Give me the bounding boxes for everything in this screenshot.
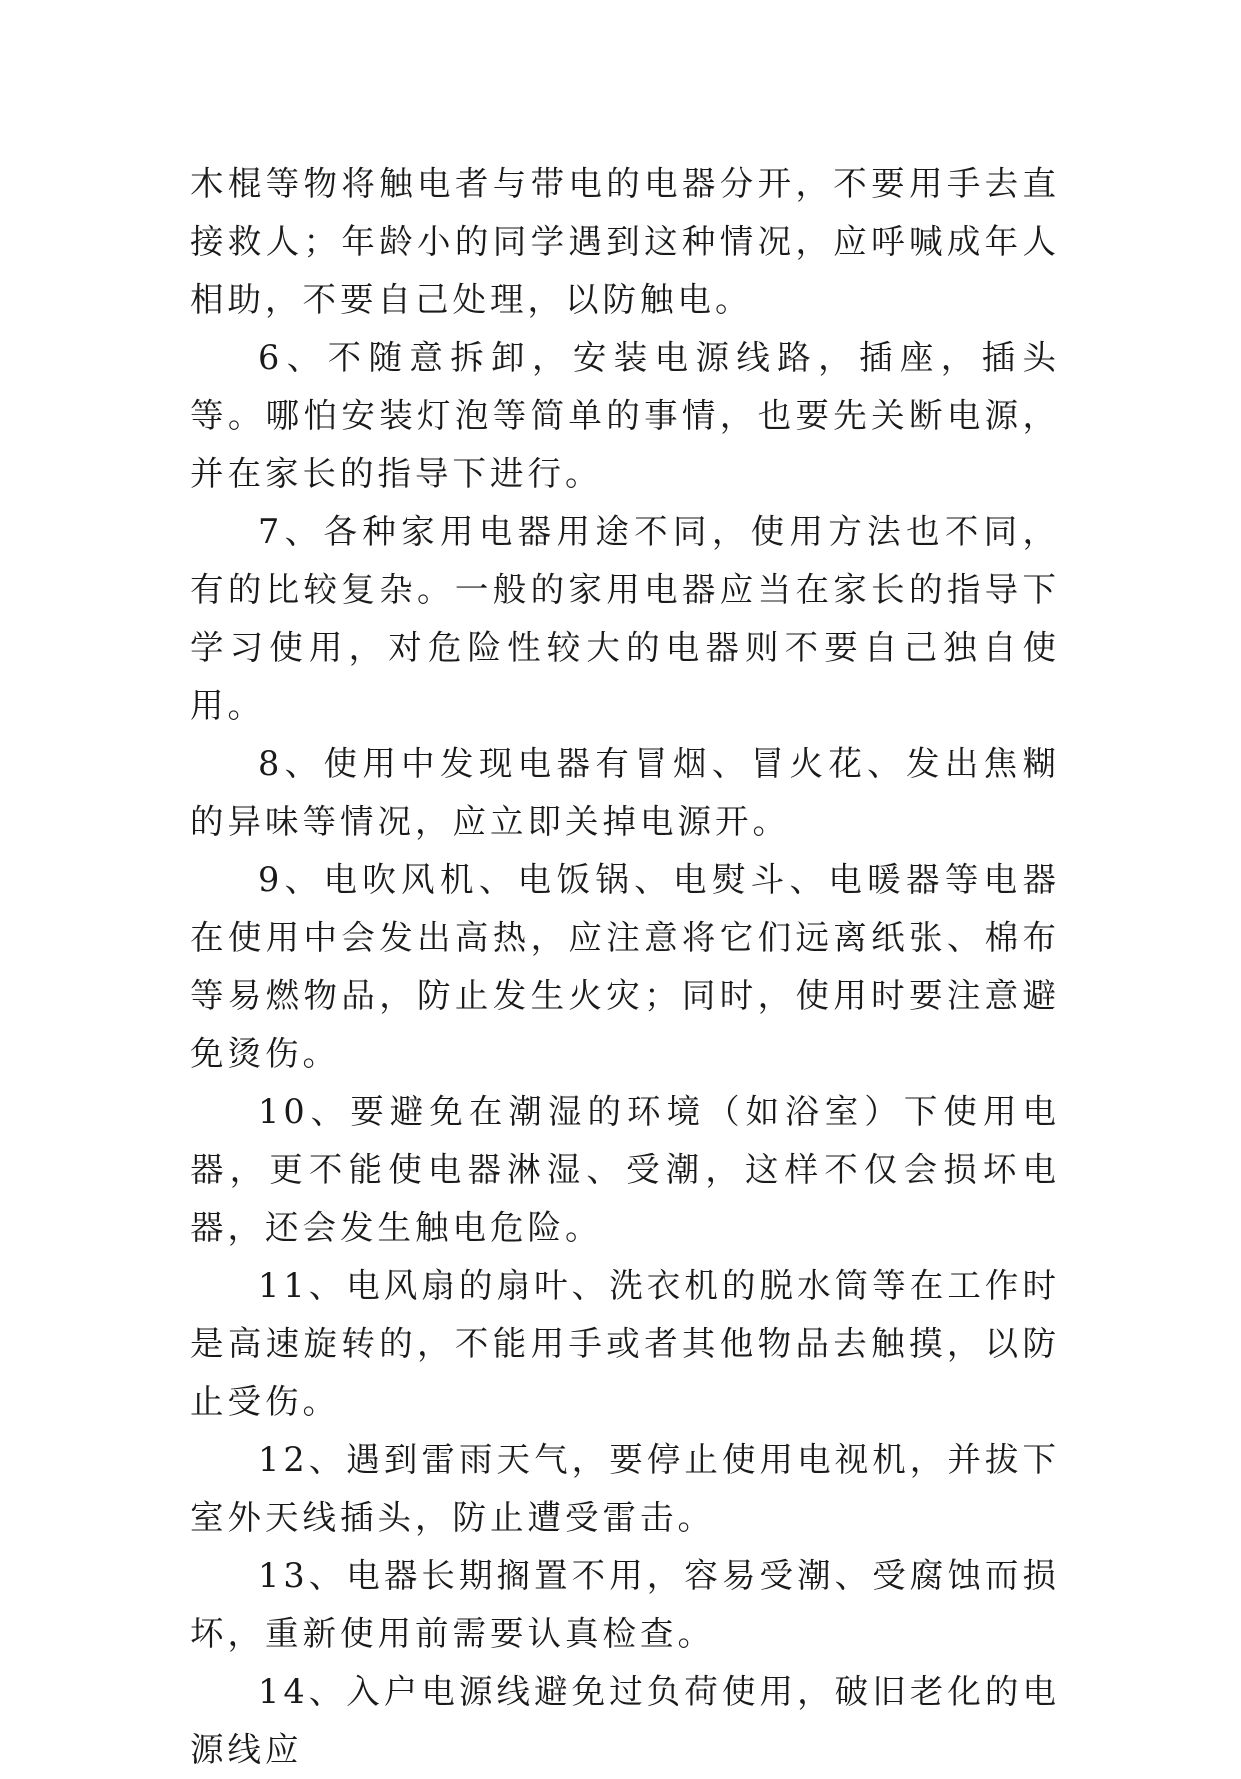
paragraph-item-7: 7、各种家用电器用途不同，使用方法也不同，有的比较复杂。一般的家用电器应当在家长的指导下学习使用，对危险性较大的电器则不要自己独自使用。 bbox=[190, 512, 1060, 725]
paragraph-item-6: 6、不随意拆卸，安装电源线路，插座，插头等。哪怕安装灯泡等简单的事情，也要先关断电源，并在家长的指导下进行。 bbox=[190, 338, 1060, 493]
paragraph-item-13: 13、电器长期搁置不用，容易受潮、受腐蚀而损坏，重新使用前需要认真检查。 bbox=[190, 1556, 1060, 1653]
document-body bbox=[190, 155, 1060, 1779]
paragraph-item-14: 14、入户电源线避免过负荷使用，破旧老化的电源线应 bbox=[190, 1672, 1060, 1769]
paragraph-item-9: 9、电吹风机、电饭锅、电熨斗、电暖器等电器在使用中会发出高热，应注意将它们远离纸张、棉布等易燃物品，防止发生火灾；同时，使用时要注意避免烫伤。 bbox=[190, 860, 1060, 1073]
paragraph-item-12: 12、遇到雷雨天气，要停止使用电视机，并拔下室外天线插头，防止遭受雷击。 bbox=[190, 1440, 1060, 1537]
paragraph-item-11: 11、电风扇的扇叶、洗衣机的脱水筒等在工作时是高速旋转的，不能用手或者其他物品去触摸，以防止受伤。 bbox=[190, 1266, 1060, 1421]
paragraph-item-8: 8、使用中发现电器有冒烟、冒火花、发出焦糊的异味等情况，应立即关掉电源开。 bbox=[190, 744, 1060, 841]
paragraph-item-10: 10、要避免在潮湿的环境（如浴室）下使用电器，更不能使电器淋湿、受潮，这样不仅会损坏电器，还会发生触电危险。 bbox=[190, 1092, 1060, 1247]
paragraph-continuation: 木棍等物将触电者与带电的电器分开，不要用手去直接救人；年龄小的同学遇到这种情况，应呼喊成年人相助，不要自己处理，以防触电。 bbox=[190, 164, 1060, 319]
